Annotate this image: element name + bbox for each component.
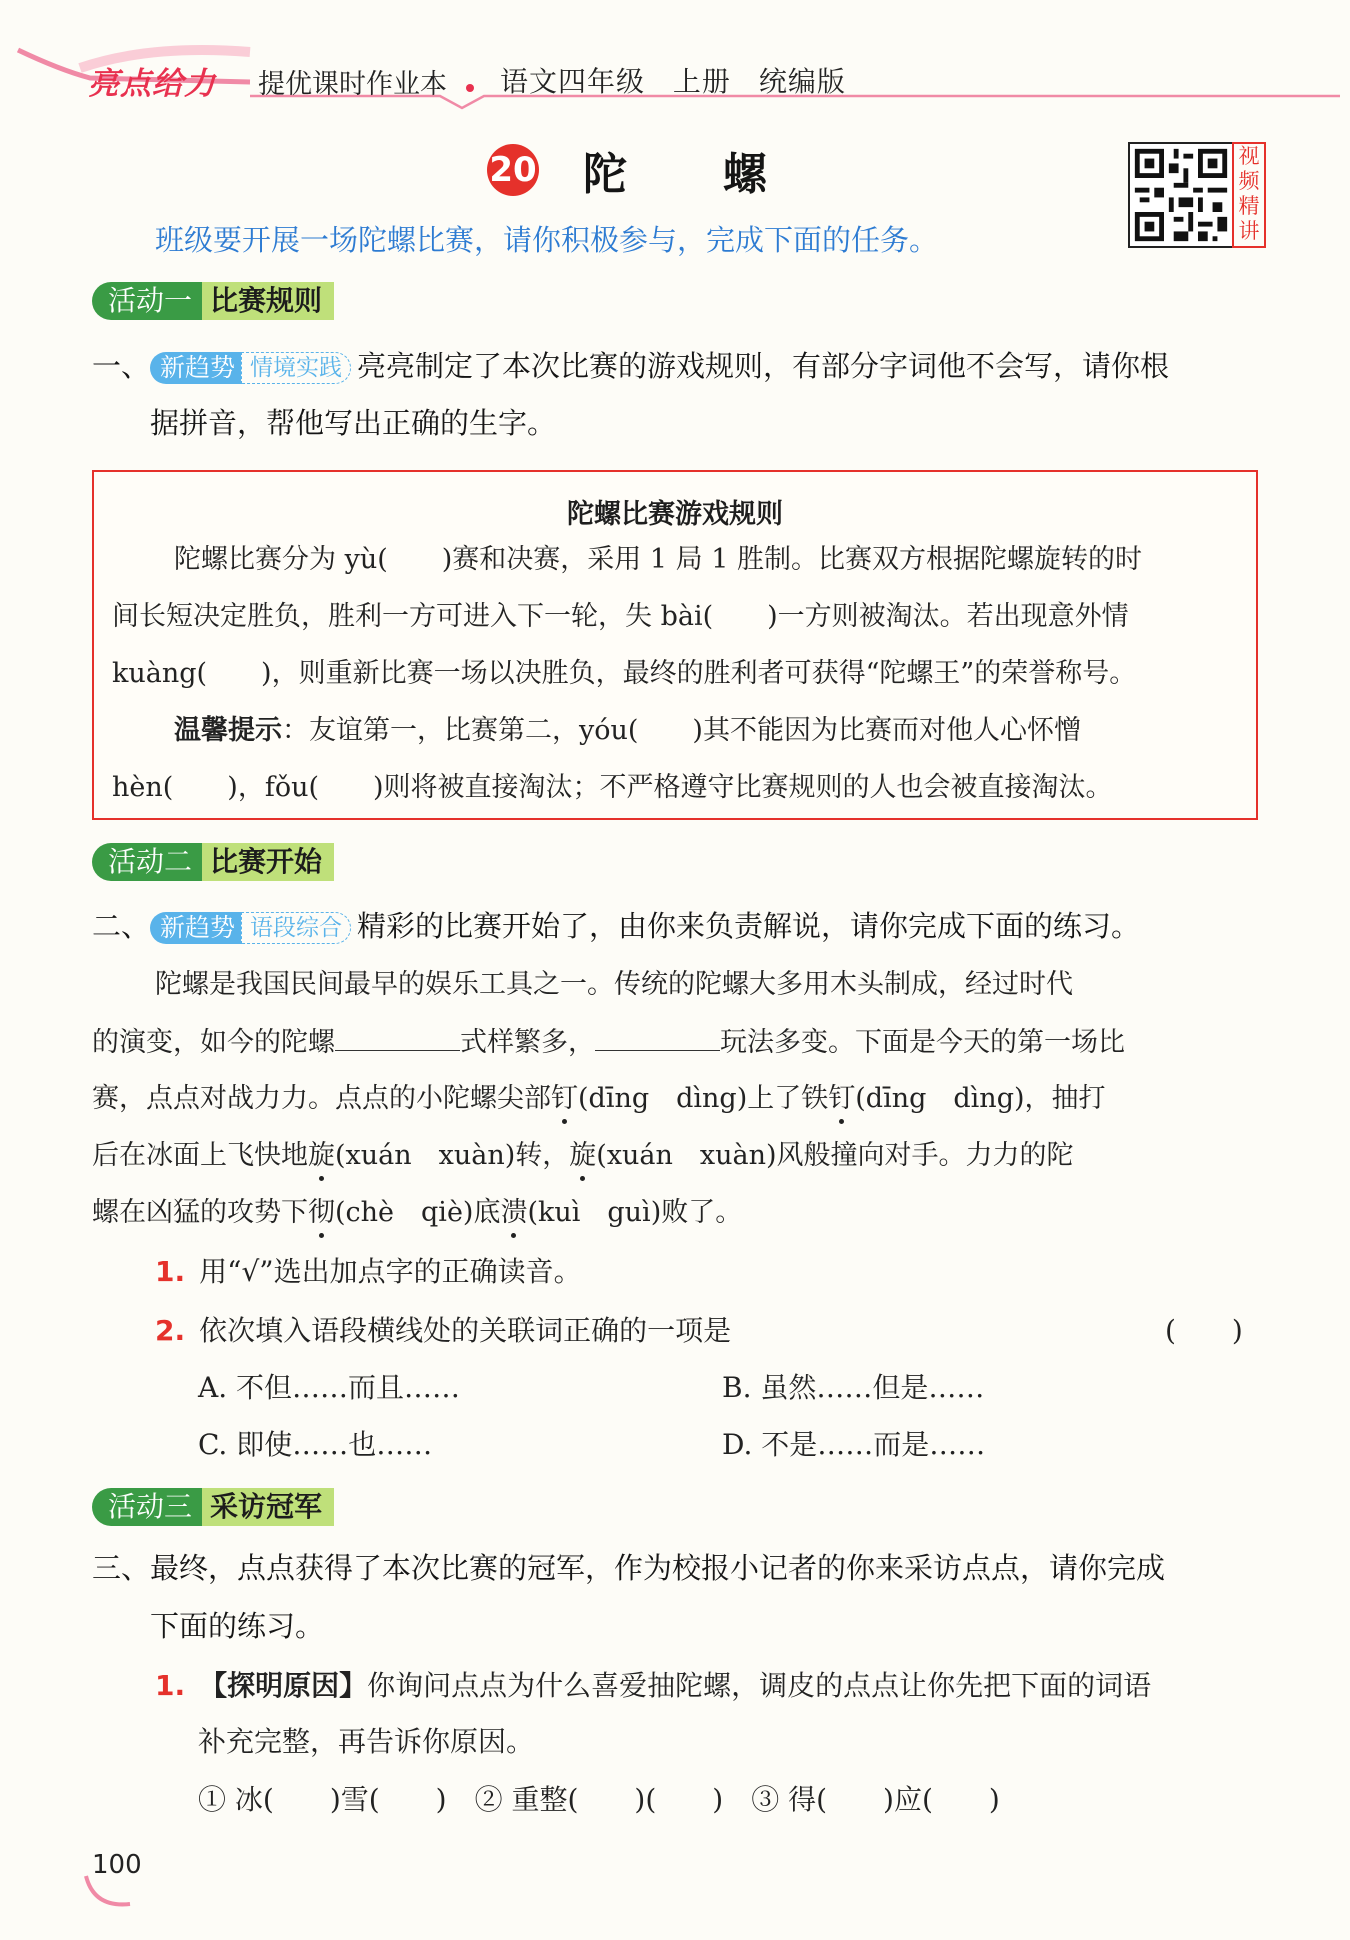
option-b[interactable]: B. 虽然……但是……: [722, 1371, 985, 1404]
tip-label: 温馨提示: [174, 715, 282, 746]
blank-2[interactable]: [595, 1022, 720, 1051]
intro-text: 班级要开展一场陀螺比赛，请你积极参与，完成下面的任务。: [155, 223, 939, 257]
q1-line2: 据拼音，帮他写出正确的生字。: [150, 406, 557, 440]
dotted-char: 旋: [569, 1140, 597, 1171]
passage-line-4: [92, 1136, 1074, 1176]
option-d[interactable]: D. 不是……而是……: [722, 1428, 986, 1461]
question-2: [92, 898, 1140, 954]
dotted-char: 溃: [500, 1197, 528, 1228]
q2-prefix: 二、: [92, 909, 151, 943]
subject-grade: 语文四年级: [500, 65, 646, 98]
q1-badge-type: 情境实践: [241, 352, 351, 384]
sub-number: 1.: [155, 1669, 186, 1702]
q3-sub-1: [155, 1666, 1151, 1706]
activity-3-name: 采访冠军: [202, 1488, 334, 1526]
volume: 上册: [672, 65, 731, 98]
option-c[interactable]: C. 即使……也……: [198, 1428, 433, 1461]
sub-number: 1.: [155, 1255, 186, 1288]
q2-badge-type: 语段综合: [241, 912, 351, 944]
activity-3-label: 活动三: [92, 1488, 202, 1526]
passage-line-2: [92, 1022, 1125, 1063]
rules-line-5: hèn( )，fǒu( )则将被直接淘汰；不严格遵守比赛规则的人也会被直接淘汰。: [112, 772, 1113, 803]
rules-line-3: kuàng( )，则重新比赛一场以决胜负，最终的胜利者可获得“陀螺王”的荣誉称号。: [112, 658, 1137, 689]
passage-line-5: [92, 1193, 742, 1233]
q2-badge: 新趋势: [150, 912, 241, 944]
dotted-char: 旋: [308, 1140, 335, 1171]
blank-1[interactable]: [335, 1022, 460, 1051]
lesson-number: 20: [487, 144, 539, 196]
pinyin-choice[interactable]: (chè qiè)底: [335, 1197, 501, 1228]
q2-sub-2: [155, 1311, 731, 1351]
word-fill-row[interactable]: ① 冰( )雪( ) ② 重整( )( ) ③ 得( )应( ): [198, 1783, 1000, 1816]
question-1: [92, 338, 1169, 394]
sub-heading: 【探明原因】: [199, 1669, 368, 1702]
q1-line1: 亮亮制定了本次比赛的游戏规则，有部分字词他不会写，请你根: [357, 349, 1170, 383]
brand-logo: 亮点给力: [88, 66, 216, 102]
activity-1-label: 活动一: [92, 282, 202, 320]
lesson-name: 陀螺: [583, 149, 863, 200]
question-3-line-1: 三、最终，点点获得了本次比赛的冠军，作为校报小记者的你来采访点点，请你完成: [92, 1551, 1166, 1585]
passage-text: 后在冰面上飞快地: [92, 1140, 308, 1171]
pinyin-choice[interactable]: (dīng dìng)，抽打: [855, 1083, 1106, 1114]
rules-title: 陀螺比赛游戏规则: [567, 499, 783, 530]
rules-line-4: [174, 711, 1081, 751]
dotted-char: 钉: [828, 1083, 856, 1114]
edition: 统编版: [758, 65, 846, 98]
answer-paren[interactable]: ( ): [1165, 1314, 1243, 1347]
activity-3-tag: [92, 1488, 334, 1526]
sub-text: 依次填入语段横线处的关联词正确的一项是: [199, 1314, 732, 1347]
q2-text: 精彩的比赛开始了，由你来负责解说，请你完成下面的练习。: [357, 909, 1141, 943]
sub-text: 你询问点点为什么喜爱抽陀螺，调皮的点点让你先把下面的词语: [367, 1669, 1152, 1702]
activity-1-name: 比赛规则: [202, 282, 334, 320]
activity-2-tag: [92, 843, 334, 881]
activity-1-tag: [92, 282, 334, 320]
sub-text: 用“√”选出加点字的正确读音。: [199, 1255, 582, 1288]
passage-text: 赛，点点对战力力。点点的小陀螺尖部: [92, 1083, 551, 1114]
passage-line-1: 陀螺是我国民间最早的娱乐工具之一。传统的陀螺大多用木头制成，经过时代: [155, 969, 1073, 1000]
tip-text: ：友谊第一，比赛第二，yóu( )其不能因为比赛而对他人心怀憎: [282, 715, 1081, 746]
header-info: [500, 60, 864, 100]
q1-prefix: 一、: [92, 349, 151, 383]
passage-text: 的演变，如今的陀螺: [92, 1027, 335, 1058]
option-a[interactable]: A. 不但……而且……: [198, 1371, 461, 1404]
rules-box: [92, 470, 1258, 820]
pinyin-choice[interactable]: (xuán xuàn)风般撞向对手。力力的陀: [596, 1140, 1074, 1171]
rules-line-1: 陀螺比赛分为 yù( )赛和决赛，采用 1 局 1 胜制。比赛双方根据陀螺旋转的时: [174, 544, 1142, 575]
pinyin-choice[interactable]: (dīng dìng)上了铁: [578, 1083, 829, 1114]
book-subtitle: 提优课时作业本: [258, 69, 447, 100]
dotted-char: 彻: [308, 1197, 335, 1228]
page-header: [0, 0, 1350, 120]
page-number: 100: [92, 1850, 142, 1880]
q3-sub-1-cont: 补充完整，再告诉你原因。: [198, 1725, 535, 1758]
pinyin-choice[interactable]: (kuì guì)败了。: [527, 1197, 743, 1228]
dotted-char: 钉: [551, 1083, 578, 1114]
passage-text: 玩法多变。下面是今天的第一场比: [720, 1027, 1125, 1058]
passage-line-3: [92, 1079, 1106, 1119]
q2-sub-1: [155, 1252, 582, 1292]
pinyin-choice[interactable]: (xuán xuàn)转，: [335, 1140, 570, 1171]
passage-text: 螺在凶猛的攻势下: [92, 1197, 308, 1228]
activity-2-name: 比赛开始: [202, 843, 334, 881]
rules-line-2: 间长短决定胜负，胜利一方可进入下一轮，失 bài( )一方则被淘汰。若出现意外情: [112, 601, 1129, 632]
qr-code-icon[interactable]: [1128, 142, 1234, 248]
activity-2-label: 活动二: [92, 843, 202, 881]
sub-number: 2.: [155, 1314, 186, 1347]
video-lesson-label[interactable]: 视频精讲: [1232, 142, 1266, 248]
passage-text: 式样繁多，: [460, 1027, 595, 1058]
q1-badge: 新趋势: [150, 352, 241, 384]
question-3-line-2: 下面的练习。: [150, 1609, 325, 1643]
